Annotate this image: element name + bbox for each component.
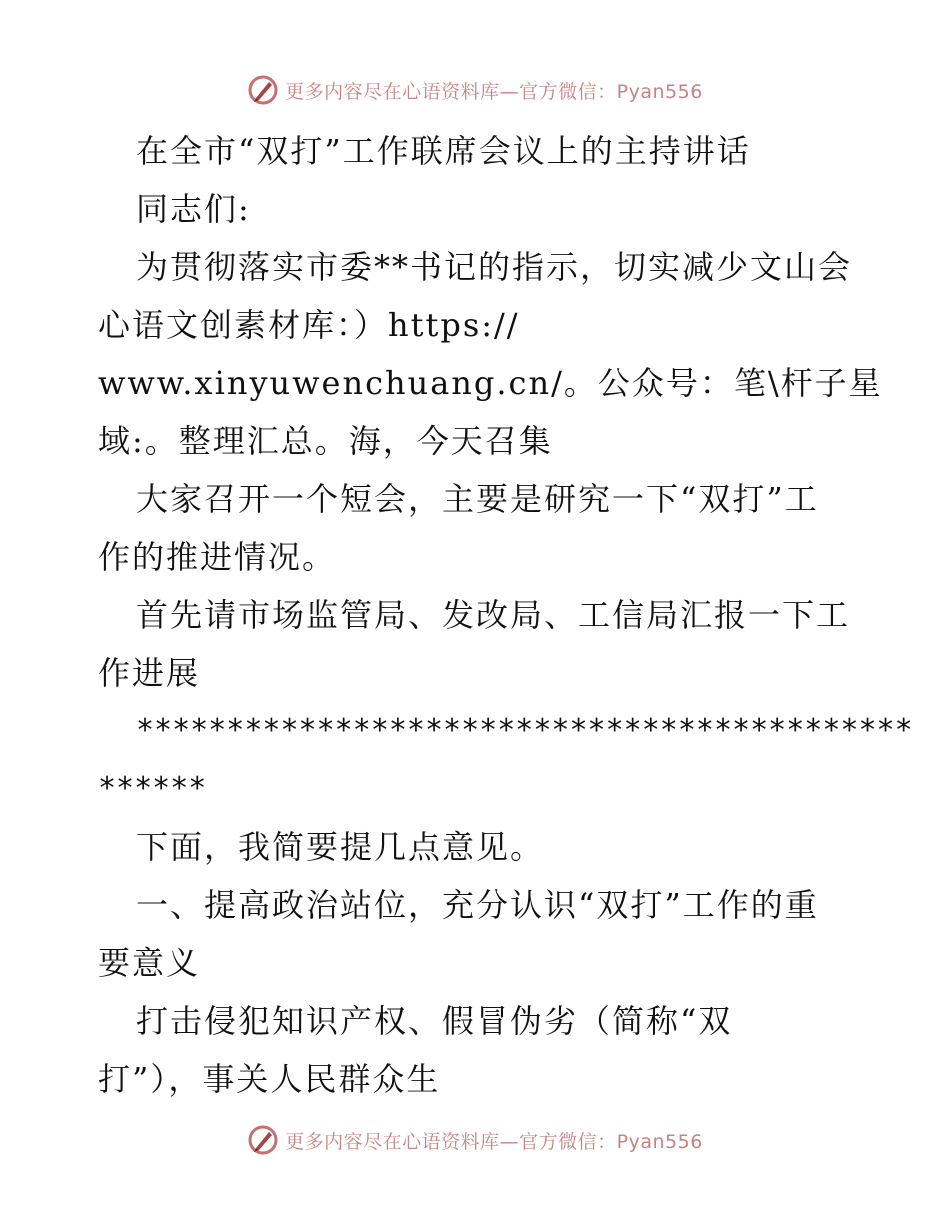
paragraph-line: 作进展 — [98, 654, 201, 692]
paragraph-line: 首先请市场监管局、发改局、工信局汇报一下工 — [136, 596, 851, 634]
paragraph-line: 心语文创素材库：）https:// — [98, 306, 520, 344]
quill-pen-logo-icon — [247, 1124, 279, 1156]
paragraph-line: www.xinyuwenchuang.cn/。公众号：笔\杆子星 — [98, 364, 883, 402]
header-watermark-banner — [0, 70, 950, 110]
paragraph-line: 为贯彻落实市委**书记的指示，切实减少文山会 — [136, 248, 853, 286]
section-heading: 一、提高政治站位，充分认识“双打”工作的重 — [136, 886, 819, 924]
section-heading: 要意义 — [98, 944, 201, 982]
salutation: 同志们: — [136, 190, 251, 228]
paragraph-line: 打击侵犯知识产权、假冒伪劣（简称“双 — [136, 1002, 733, 1040]
asterisk-separator: ****** — [98, 771, 207, 806]
document-title: 在全市“双打”工作联席会议上的主持讲话 — [136, 132, 751, 170]
paragraph-line: 打”），事关人民群众生 — [98, 1060, 441, 1098]
document-body — [98, 122, 913, 1108]
footer-watermark-banner — [0, 1120, 950, 1160]
paragraph-line: 大家召开一个短会，主要是研究一下“双打”工 — [136, 480, 819, 518]
watermark-text: 更多内容尽在心语资料库—官方微信：Pyan556 — [285, 1130, 703, 1153]
quill-pen-logo-icon — [247, 74, 279, 106]
paragraph-line: 域:。整理汇总。海，今天召集 — [98, 422, 553, 460]
paragraph-line: 下面，我简要提几点意见。 — [136, 828, 545, 866]
asterisk-separator: ******************************************* — [136, 713, 913, 748]
paragraph-line: 作的推进情况。 — [98, 538, 337, 576]
watermark-text: 更多内容尽在心语资料库—官方微信：Pyan556 — [285, 80, 703, 103]
